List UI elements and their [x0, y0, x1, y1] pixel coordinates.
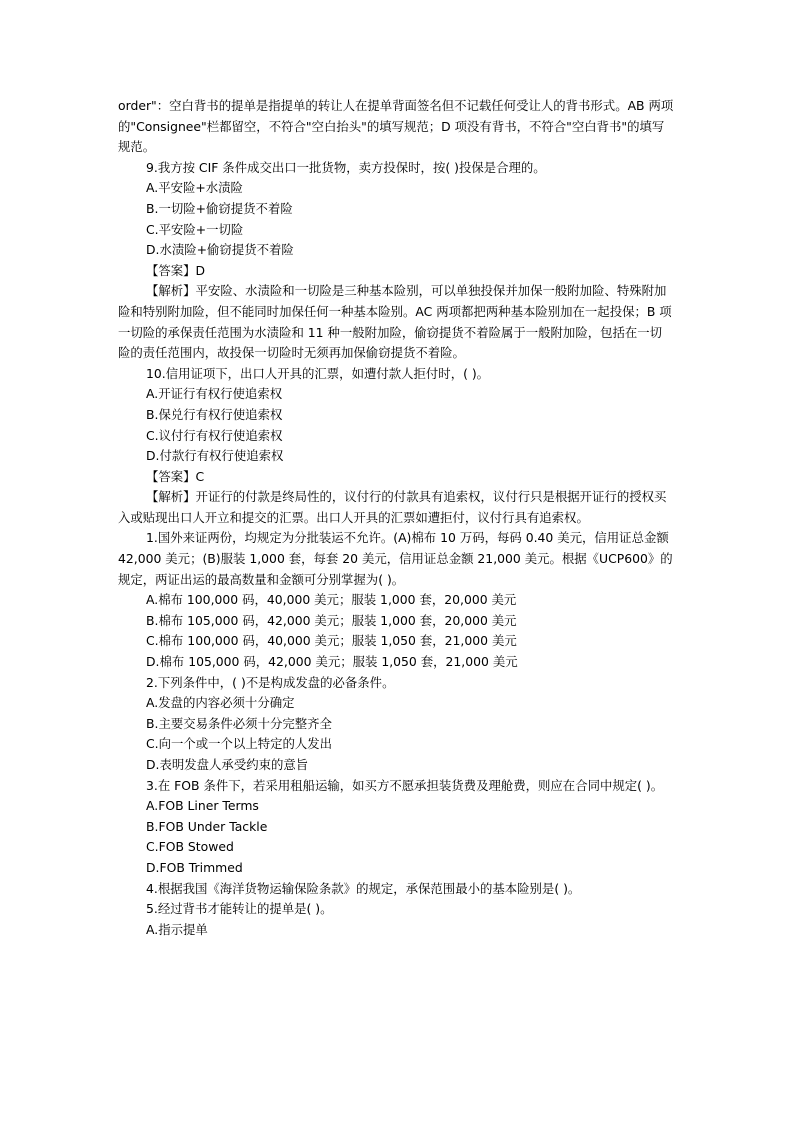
option-c: C.棉布 100,000 码，40,000 美元；服装 1,050 套，21,000 美元 — [146, 633, 517, 649]
question-3: 3.在 FOB 条件下，若采用租船运输，如买方不愿承担装货费及理舱费，则应在合同中规定( )。 — [146, 777, 664, 793]
option-c: C.向一个或一个以上特定的人发出 — [146, 736, 333, 752]
question-2: 2.下列条件中，( )不是构成发盘的必备条件。 — [146, 674, 395, 690]
option-d: D.付款行有权行使追索权 — [146, 448, 284, 464]
option-b: B.棉布 105,000 码，42,000 美元；服装 1,000 套，20,000 美元 — [146, 612, 517, 628]
answer: 【答案】C — [146, 468, 205, 484]
answer: 【答案】D — [146, 262, 206, 278]
option-b: B.一切险+偷窃提货不着险 — [146, 200, 293, 216]
option-a: A.发盘的内容必须十分确定 — [146, 695, 295, 711]
option-d: D.FOB Trimmed — [146, 859, 243, 875]
text-line: order"：空白背书的提单是指提单的转让人在提单背面签名但不记载任何受让人的背书形式。AB 两项的"Consignee"栏都留空，不符合"空白抬头"的填写规范；D 项没有背书，不符合"空白背书"的填写规范。 — [118, 98, 674, 155]
question-1: 1.国外来证两份，均规定为分批装运不允许。(A)棉布 10 万码，每码 0.40 美元，信用证总金额 42,000 美元；(B)服装 1,000 套，每套 20 美元，信用证总金额 21,000 美元。根据《UCP600》的规定，两证出运的最高数量和金额可分别掌握为( )。 — [118, 530, 673, 587]
option-b: B.FOB Under Tackle — [146, 818, 268, 834]
option-b: B.保兑行有权行使追索权 — [146, 406, 283, 422]
option-c: C.平安险+一切险 — [146, 221, 244, 237]
option-d: D.棉布 105,000 码，42,000 美元；服装 1,050 套，21,000 美元 — [146, 654, 518, 670]
explanation: 【解析】开证行的付款是终局性的，议付行的付款具有追索权，议付行只是根据开证行的授权买入或贴现出口人开立和提交的汇票。出口人开具的汇票如遭拒付，议付行具有追索权。 — [118, 489, 667, 525]
option-a: A.指示提单 — [146, 921, 208, 937]
option-c: C.议付行有权行使追索权 — [146, 427, 283, 443]
question-4: 4.根据我国《海洋货物运输保险条款》的规定，承保范围最小的基本险别是( )。 — [146, 880, 581, 896]
option-d: D.水渍险+偷窃提货不着险 — [146, 242, 294, 258]
option-b: B.主要交易条件必须十分完整齐全 — [146, 715, 332, 731]
option-d: D.表明发盘人承受约束的意旨 — [146, 757, 309, 772]
question-10: 10.信用证项下，出口人开具的汇票，如遭付款人拒付时，( )。 — [146, 365, 490, 381]
question-5: 5.经过背书才能转让的提单是( )。 — [146, 901, 333, 917]
question-9: 9.我方按 CIF 条件成交出口一批货物，卖方投保时，按( )投保是合理的。 — [146, 159, 546, 175]
option-a: A.FOB Liner Terms — [146, 798, 259, 814]
explanation: 【解析】平安险、水渍险和一切险是三种基本险别，可以单独投保并加保一般附加险、特殊附加险和特别附加险，但不能同时加保任何一种基本险别。AC 两项都把两种基本险别加在一起投保；B 项一切险的承保责任范围为水渍险和 11 种一般附加险，偷窃提货不着险属于一般附加险，包括在一切险的责任范围内，故投保一切险时无须再加保偷窃提货不着险。 — [118, 283, 672, 361]
option-a: A.平安险+水渍险 — [146, 180, 243, 196]
option-a: A.棉布 100,000 码，40,000 美元；服装 1,000 套，20,000 美元 — [146, 592, 517, 608]
document-page — [118, 96, 674, 940]
option-a: A.开证行有权行使追索权 — [146, 386, 283, 402]
option-c: C.FOB Stowed — [146, 839, 234, 855]
